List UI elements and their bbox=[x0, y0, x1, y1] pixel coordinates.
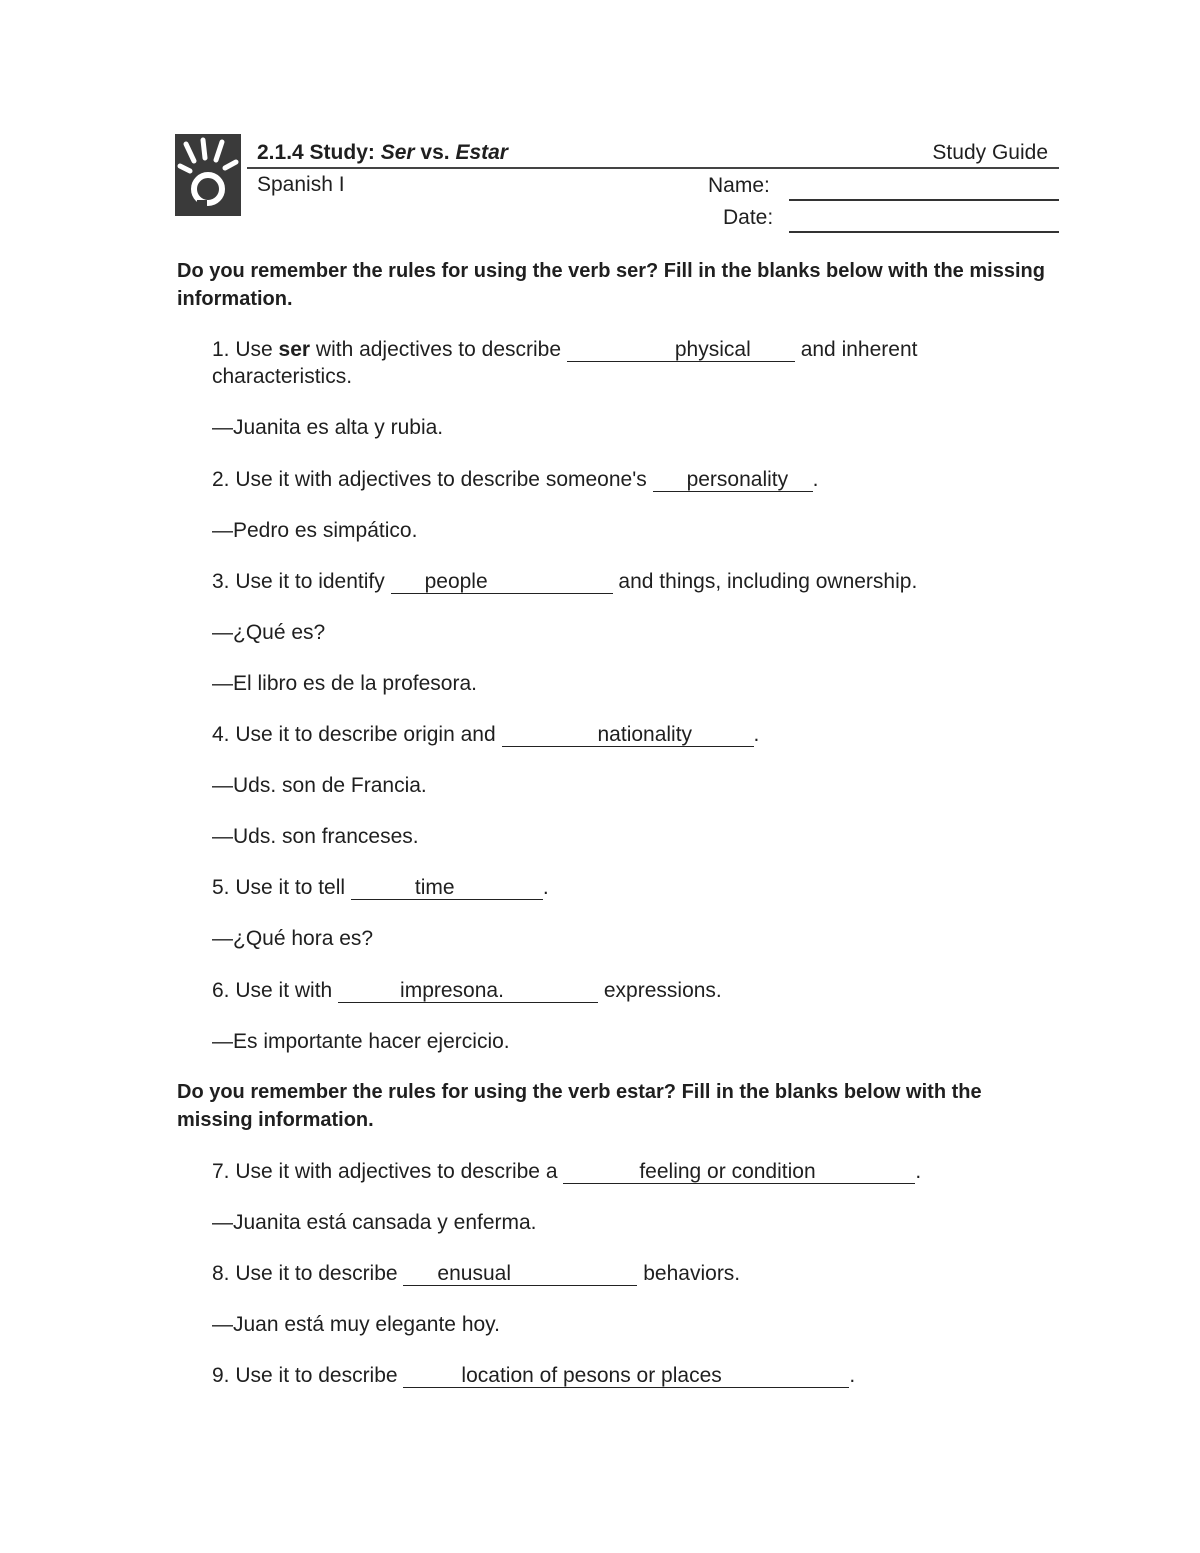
document-title: 2.1.4 Study: Ser vs. Estar bbox=[257, 141, 508, 164]
document-type-label: Study Guide bbox=[932, 141, 1048, 164]
ser-example-3b: —El libro es de la profesora. bbox=[212, 672, 477, 695]
estar-example-7: —Juanita está cansada y enferma. bbox=[212, 1211, 537, 1234]
name-label: Name: bbox=[708, 174, 770, 197]
ser-example-2: —Pedro es simpático. bbox=[212, 519, 418, 542]
ser-example-4a: —Uds. son de Francia. bbox=[212, 774, 427, 797]
estar-item-7: 7. Use it with adjectives to describe a feeling or condition . bbox=[212, 1160, 922, 1183]
answer-blank-9[interactable]: location of pesons or places bbox=[403, 1365, 849, 1388]
ser-item-2: 2. Use it with adjectives to describe someone's personality . bbox=[212, 468, 819, 491]
answer-blank-8[interactable]: enusual bbox=[403, 1263, 637, 1286]
ser-example-4b: —Uds. son franceses. bbox=[212, 825, 419, 848]
ser-item-4: 4. Use it to describe origin and nationality . bbox=[212, 723, 760, 746]
ser-example-1: —Juanita es alta y rubia. bbox=[212, 416, 444, 439]
ser-example-3a: —¿Qué es? bbox=[212, 621, 326, 644]
ser-item-6: 6. Use it with impresona. expressions. bbox=[212, 979, 722, 1002]
estar-example-8: —Juan está muy elegante hoy. bbox=[212, 1313, 500, 1336]
name-field[interactable] bbox=[789, 199, 1059, 201]
publisher-logo-icon bbox=[175, 134, 241, 216]
ser-example-6: —Es importante hacer ejercicio. bbox=[212, 1030, 510, 1053]
ser-item-1: 1. Use ser with adjectives to describe physical and inherent characteristics. bbox=[212, 338, 918, 388]
estar-item-8: 8. Use it to describe enusual behaviors. bbox=[212, 1262, 741, 1285]
date-field[interactable] bbox=[789, 231, 1059, 233]
date-label: Date: bbox=[723, 206, 774, 229]
answer-blank-5[interactable]: time bbox=[351, 877, 543, 900]
header-divider bbox=[247, 167, 1059, 169]
ser-item-3: 3. Use it to identify people and things, including ownership. bbox=[212, 570, 918, 593]
estar-instructions: Do you remember the rules for using the verb estar? Fill in the blanks below with the missing information. bbox=[177, 1081, 982, 1131]
answer-blank-7[interactable]: feeling or condition bbox=[563, 1161, 915, 1184]
answer-blank-3[interactable]: people bbox=[391, 571, 613, 594]
ser-example-5: —¿Qué hora es? bbox=[212, 927, 374, 950]
answer-blank-6[interactable]: impresona. bbox=[338, 980, 598, 1003]
answer-blank-1[interactable]: physical bbox=[567, 339, 795, 362]
estar-item-9: 9. Use it to describe location of pesons or places . bbox=[212, 1364, 856, 1387]
ser-instructions: Do you remember the rules for using the verb ser? Fill in the blanks below with the missing information. bbox=[177, 260, 1045, 310]
ser-item-5: 5. Use it to tell time . bbox=[212, 876, 549, 899]
answer-blank-2[interactable]: personality bbox=[653, 469, 813, 492]
course-name: Spanish I bbox=[257, 173, 345, 196]
answer-blank-4[interactable]: nationality bbox=[502, 724, 754, 747]
